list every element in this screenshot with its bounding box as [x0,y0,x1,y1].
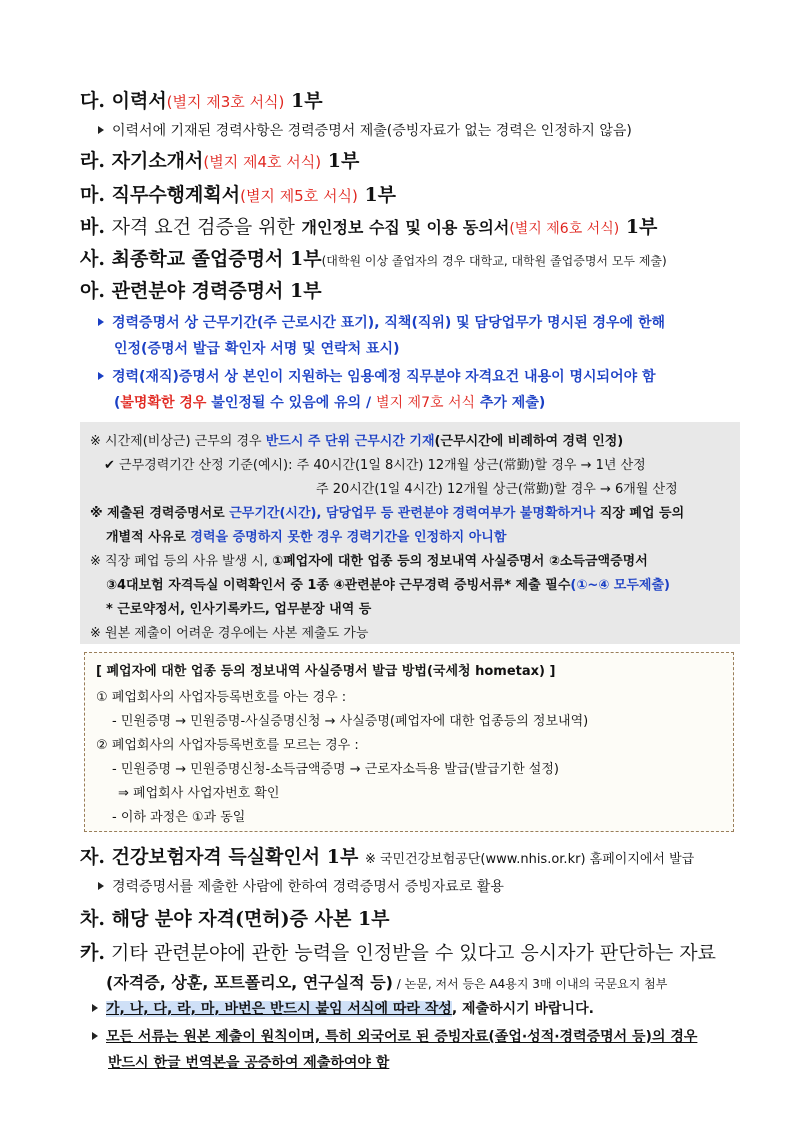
notice-line-7 [106,574,670,593]
item-number: 마. [80,184,105,206]
item-pre: 자격 요건 검증을 위한 [111,216,295,238]
form-ref: 별지 제7호 서식 [376,395,475,411]
item-note: / 논문, 저서 등은 A4용지 3매 이내의 국문요지 첨부 [392,977,668,991]
text: 직장 폐업 등의 [595,506,685,521]
triangle-bullet-icon [92,1032,98,1040]
item-number: 바. [80,216,105,238]
item-count: 1부 [625,216,658,238]
bullet-aa-1-cont [114,338,399,358]
text: (근무시간에 비례하여 경력 인정) [434,434,624,449]
item-ba [80,212,657,239]
item-count: 1부 [291,90,323,112]
item-title: 직무수행계획서 [111,184,241,206]
form-ref: (별지 제3호 서식) [166,93,285,111]
item-da [80,86,323,113]
item-title: 이력서 [111,90,167,112]
text: ※ 시간제(비상근) 근무의 경우 [90,434,266,449]
item-ra [80,146,359,173]
item-sa [80,244,667,271]
notice-line-2: ✔ 근무경력기간 산정 기준(예시): 주 40시간(1일 8시간) 12개월 상근(常勤)할 경우 → 1년 산정 [104,458,646,473]
bullet-text: 경력(재직)증명서 상 본인이 지원하는 임용예정 직무분야 자격요건 내용이 명시되어야 함 [112,369,656,385]
text: 불인정될 수 있음에 유의 / [206,395,377,411]
item-title: 해당 분야 자격(면허)증 사본 1부 [111,908,390,930]
guide-line-5: ⇒ 폐업회사 사업자번호 확인 [118,786,280,801]
triangle-bullet-icon [92,1004,98,1012]
form-ref: (별지 제5호 서식) [240,187,358,205]
guide-line-3: ② 폐업회사의 사업자등록번호를 모르는 경우 : [96,738,359,753]
bullet-text: 경력증명서 상 근무기간(주 근로시간 표기), 직책(직위) 및 담당업무가 명시된 경우에 한해 [112,315,665,331]
item-ja [80,842,694,869]
red-text: 불명확한 경우 [120,395,207,411]
triangle-bullet-icon [98,318,104,326]
item-cha [80,904,390,931]
item-ka-cont [106,970,667,993]
item-text: 기타 관련분야에 관한 능력을 인정받을 수 있다고 응시자가 판단하는 자료 [111,942,717,964]
guide-line-2: - 민원증명 → 민원증명-사실증명신청 → 사실증명(폐업자에 대한 업종등의 정보내역) [112,714,589,729]
triangle-bullet-icon [98,882,104,890]
item-title: 개인정보 수집 및 이용 동의서 [301,218,510,237]
text: ①폐업자에 대한 업종 등의 정보내역 사실증명서 ②소득금액증명서 [272,554,648,569]
text: , 제출하시기 바랍니다. [451,1001,594,1017]
final-note-1 [92,998,594,1018]
bullet-text: 모든 서류는 원본 제출이 원칙이며, 특히 외국어로 된 증빙자료(졸업·성적·경력증명서 등)의 경우 [106,1029,698,1045]
item-title: 건강보험자격 득실확인서 1부 [111,846,359,868]
text: ③4대보험 자격득실 이력확인서 중 1종 ④관련분야 근무경력 증빙서류* 제출 필수 [106,578,571,593]
item-number: 아. [80,280,105,302]
item-number: 카. [80,942,105,964]
notice-line-6 [90,550,648,569]
highlighted-text: 가, 나, 다, 라, 마, 바번은 반드시 붙임 서식에 따라 작성 [106,1001,452,1017]
text: 추가 제출) [475,395,546,411]
triangle-bullet-icon [98,126,104,134]
blue-text: 경력을 증명하지 못한 경우 경력기간을 인정하지 아니함 [190,530,507,545]
bullet-aa-2 [98,366,656,386]
text: 개별적 사유로 [106,530,191,545]
item-number: 자. [80,846,105,868]
notice-line-3: 주 20시간(1일 4시간) 12개월 상근(常勤)할 경우 → 6개월 산정 [316,482,678,497]
notice-line-9: ※ 원본 제출이 어려운 경우에는 사본 제출도 가능 [90,626,369,641]
item-note: (대학원 이상 졸업자의 경우 대학교, 대학원 졸업증명서 모두 제출) [321,254,667,268]
notice-line-8: * 근로약정서, 인사기록카드, 업무분장 내역 등 [106,602,372,617]
bullet-text: 인정(증명서 발급 확인자 서명 및 연락처 표시) [114,341,400,357]
text: ※ 직장 폐업 등의 사유 발생 시, [90,554,273,569]
notice-line-5 [106,526,506,545]
blue-text: 반드시 주 단위 근무시간 기재 [265,434,435,449]
notice-line-1 [90,430,623,449]
bullet-aa-2-cont [114,392,545,412]
item-title: 자기소개서 [111,150,204,172]
item-count: 1부 [327,150,360,172]
text: ( [114,395,121,411]
bullet-aa-1 [98,312,665,332]
item-aa [80,276,322,303]
item-text: (자격증, 상훈, 포트폴리오, 연구실적 등) [106,973,393,992]
item-number: 라. [80,150,105,172]
bullet-da [98,120,632,140]
item-note: ※ 국민건강보험공단(www.nhis.or.kr) 홈페이지에서 발급 [364,852,695,867]
blue-text: 근무기간(시간), 담당업무 등 관련분야 경력여부가 불명확하거나 [229,506,596,521]
form-ref: (별지 제6호 서식) [509,221,620,237]
guide-line-1: ① 폐업회사의 사업자등록번호를 아는 경우 : [96,690,347,705]
item-number: 사. [80,248,105,270]
blue-text: (①~④ 모두제출) [570,578,670,593]
guide-line-6: - 이하 과정은 ①과 동일 [112,810,246,825]
item-count: 1부 [364,184,397,206]
item-ka [80,938,716,965]
form-ref: (별지 제4호 서식) [203,153,322,171]
guide-title: [ 폐업자에 대한 업종 등의 정보내역 사실증명서 발급 방법(국세청 hometax) ] [96,664,556,679]
item-ma [80,180,396,207]
final-note-2 [92,1026,697,1046]
text: ※ 제출된 경력증명서로 [90,506,230,521]
bullet-ja [98,876,504,896]
triangle-bullet-icon [98,372,104,380]
item-title: 최종학교 졸업증명서 1부 [111,248,322,270]
bullet-text: 이력서에 기재된 경력사항은 경력증명서 제출(증빙자료가 없는 경력은 인정하지 않음) [112,123,632,139]
bullet-text: 경력증명서를 제출한 사람에 한하여 경력증명서 증빙자료로 활용 [112,879,504,895]
item-title: 관련분야 경력증명서 1부 [111,280,322,302]
item-number: 다. [80,90,105,112]
bullet-text: 반드시 한글 번역본을 공증하여 제출하여야 함 [108,1055,390,1071]
final-note-2-cont [108,1052,389,1072]
notice-line-4 [90,502,684,521]
item-number: 차. [80,908,105,930]
guide-line-4: - 민원증명 → 민원증명신청-소득금액증명 → 근로자소득용 발급(발급기한 설정) [112,762,559,777]
